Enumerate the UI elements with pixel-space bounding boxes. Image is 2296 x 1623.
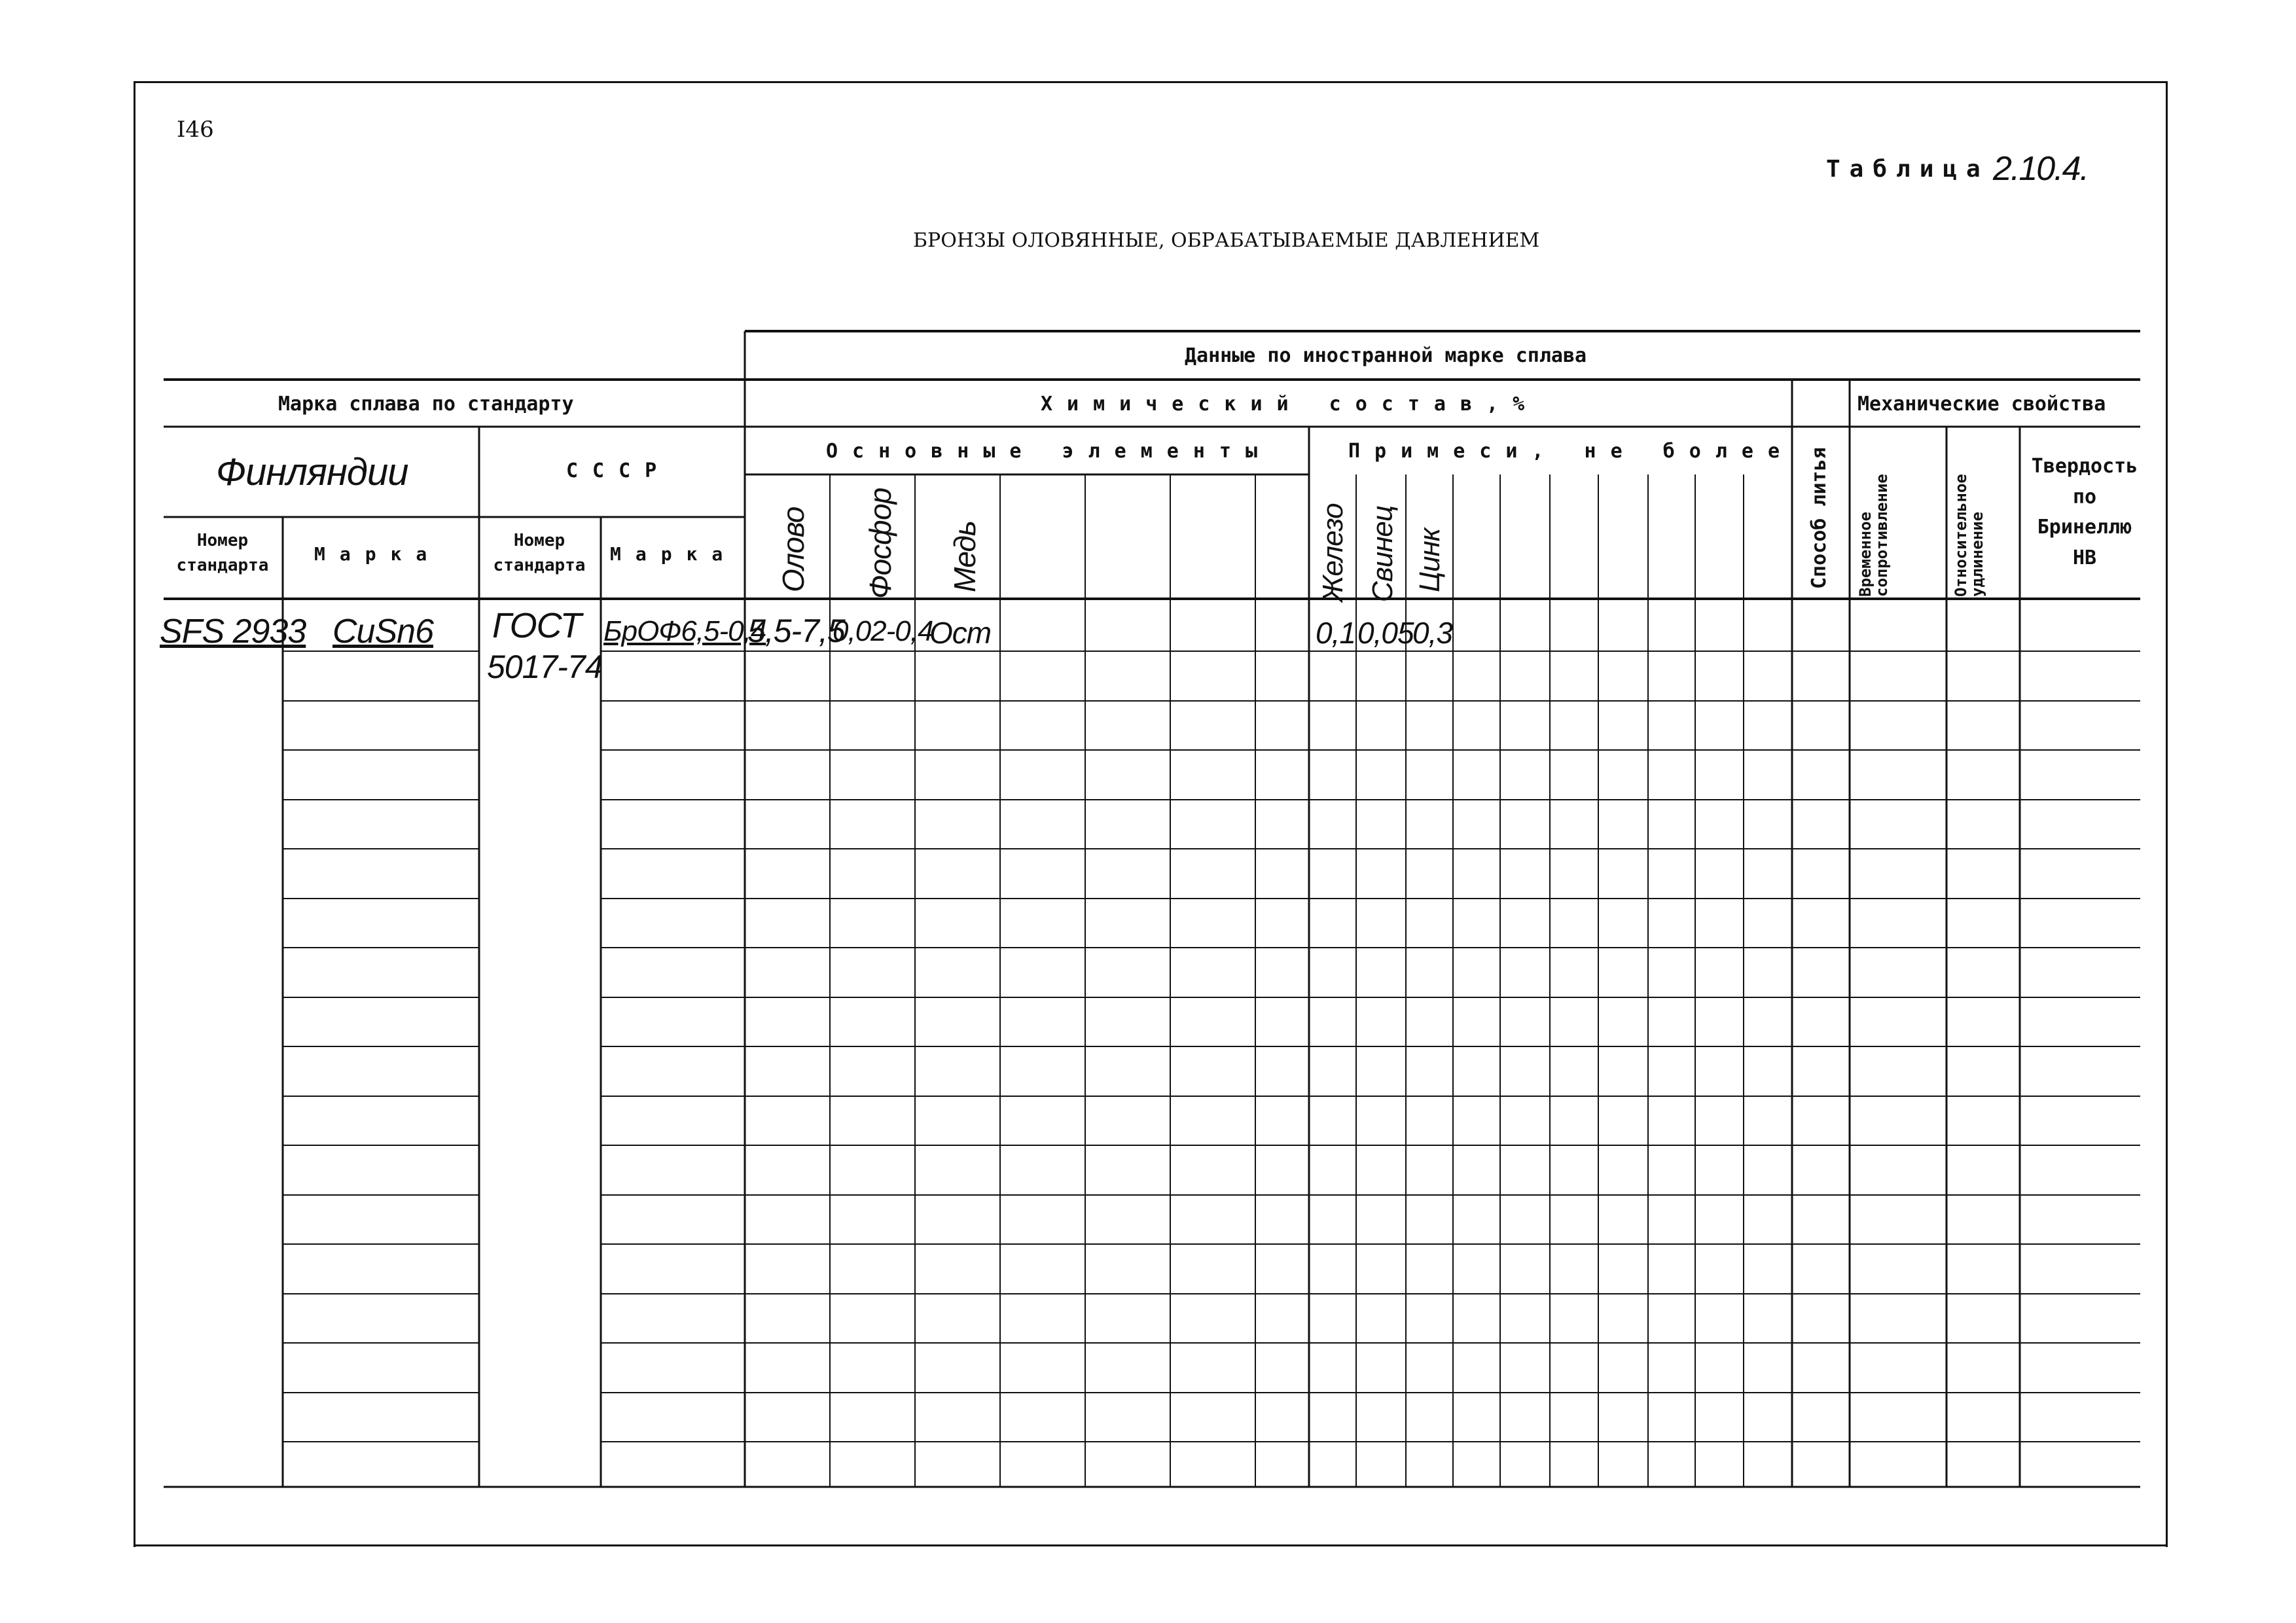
- header-hardness: Твердость по Бринеллю НВ: [2031, 455, 2138, 569]
- header-ussr: СССР: [566, 459, 672, 482]
- cell-lead: 0,05: [1357, 616, 1414, 650]
- header-copper: Медь: [948, 520, 982, 592]
- header-chem-composition: Химический состав,%: [1041, 393, 1539, 416]
- cell-zinc: 0,3: [1412, 616, 1452, 650]
- document-title: БРОНЗЫ ОЛОВЯННЫЕ, ОБРАБАТЫВАЕМЫЕ ДАВЛЕНИЕМ: [913, 229, 1540, 252]
- cell-fin-grade: CuSn6: [332, 613, 433, 651]
- header-grade-by-standard: Марка сплава по стандарту: [278, 393, 574, 416]
- header-fin-grade: Марка: [314, 543, 442, 565]
- cell-ussr-std-line1: ГОСТ: [492, 606, 581, 645]
- header-foreign-data: Данные по иностранной марке сплава: [1185, 344, 1587, 367]
- header-tensile-strength: Временное сопротивление: [1856, 474, 1892, 597]
- header-finland: Финляндии: [216, 451, 408, 493]
- header-tin: Олово: [776, 507, 810, 592]
- cell-fin-std: SFS 2933: [160, 613, 306, 651]
- header-phosphorus: Фосфор: [863, 488, 897, 599]
- header-iron: Железо: [1317, 503, 1349, 602]
- header-elongation: Относительное удлинение: [1952, 474, 1987, 597]
- header-lead: Свинец: [1367, 505, 1399, 602]
- header-ussr-grade: Марка: [610, 543, 738, 565]
- table-number: 2.10.4.: [1993, 150, 2089, 188]
- cell-copper: Ост: [929, 616, 992, 650]
- header-ussr-std-number: Номер стандарта: [493, 531, 586, 575]
- header-zinc: Цинк: [1414, 528, 1446, 592]
- table-label: Таблица: [1826, 156, 1990, 183]
- header-mech-properties: Механические свойства: [1857, 393, 2106, 416]
- cell-iron: 0,1: [1316, 616, 1355, 650]
- cell-phosphorus: 0,02-0,4: [833, 615, 933, 647]
- cell-ussr-grade: БрОФ6,5-0,4: [603, 615, 766, 647]
- header-fin-std-number: Номер стандарта: [176, 531, 269, 575]
- header-main-elements: Основные элементы: [826, 440, 1272, 463]
- cell-tin: 5,5-7,5: [747, 613, 845, 649]
- page-number: I46: [177, 116, 214, 143]
- header-casting-method: Способ литья: [1808, 447, 1831, 589]
- cell-ussr-std-line2: 5017-74: [487, 649, 603, 685]
- header-impurities: Примеси, не более: [1348, 440, 1795, 463]
